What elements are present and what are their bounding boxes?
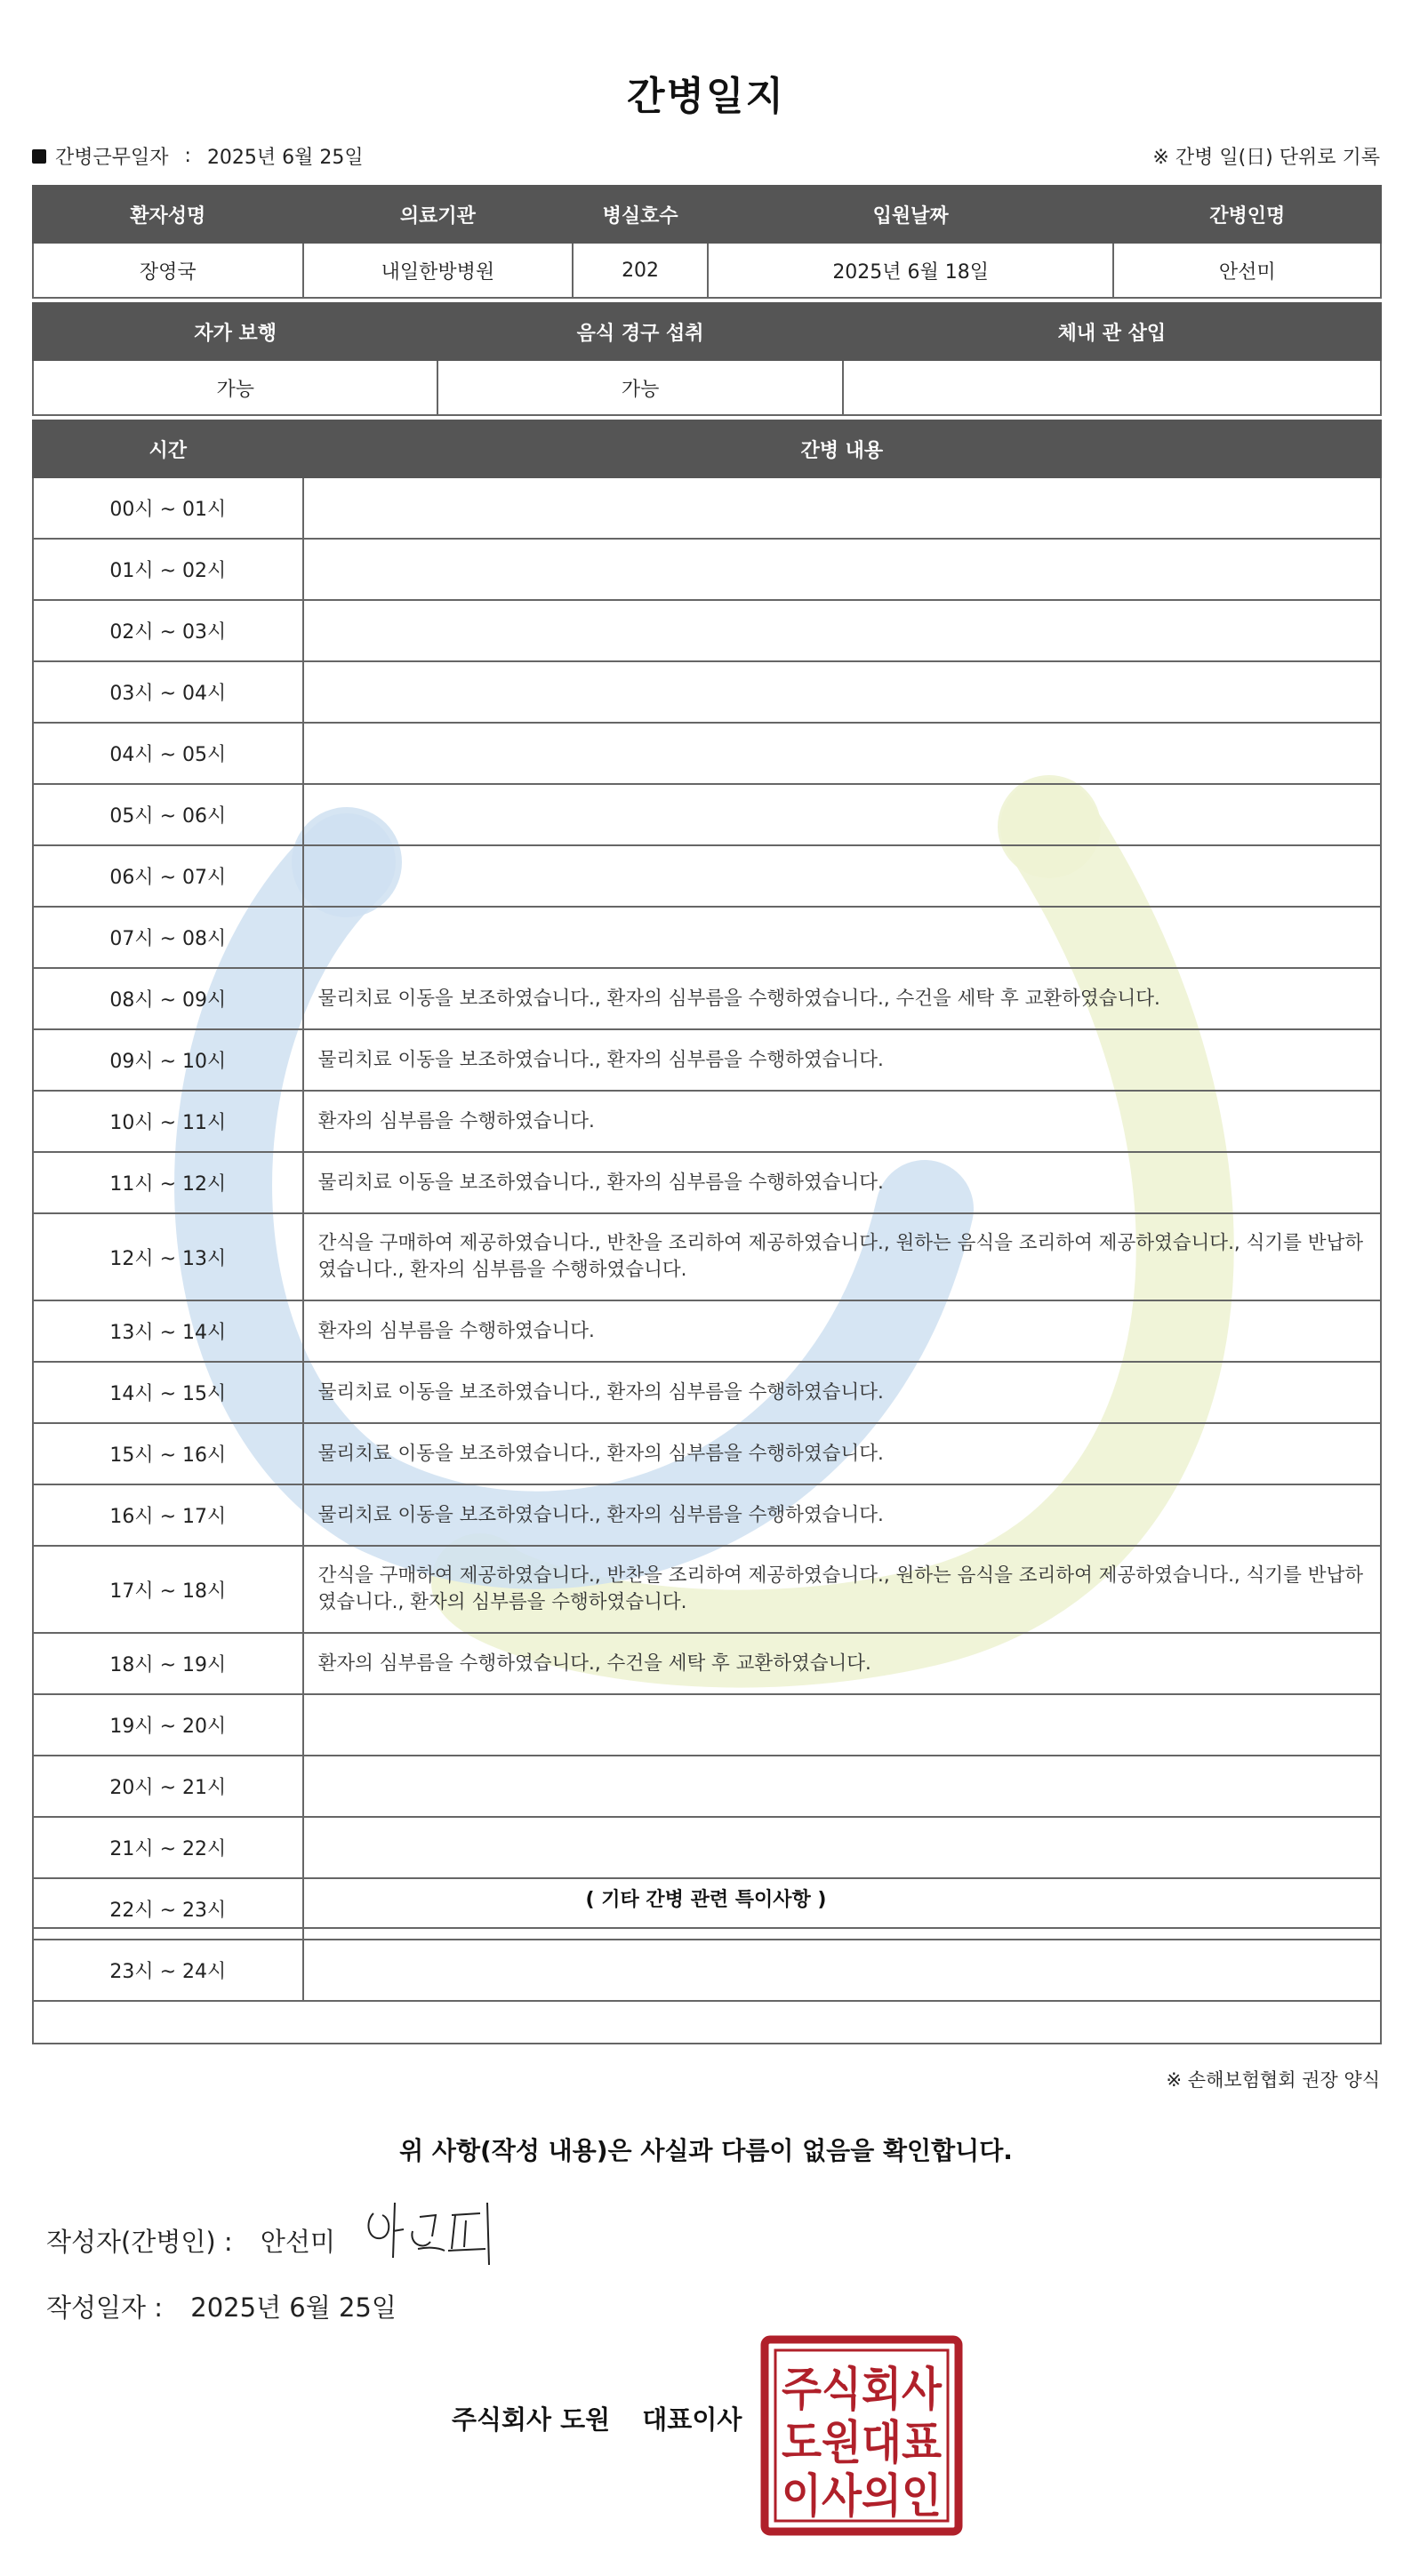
header-room: 병실호수 [573,186,708,243]
header-patient-name: 환자성명 [33,186,303,243]
writer-name: 안선미 [260,2227,335,2257]
log-time: 06시 ~ 07시 [33,845,303,907]
log-time: 13시 ~ 14시 [33,1300,303,1362]
header-hospital: 의료기관 [303,186,574,243]
log-content [303,539,1381,600]
log-row [33,1546,1381,1633]
written-date-value: 2025년 6월 25일 [190,2292,397,2323]
written-date-line [46,2288,397,2324]
header-time: 시간 [33,420,303,477]
log-row [33,1484,1381,1546]
admission-date: 2025년 6월 18일 [708,243,1113,298]
log-time: 14시 ~ 15시 [33,1362,303,1423]
walking-status: 가능 [33,360,437,415]
log-row [33,1152,1381,1213]
log-time: 07시 ~ 08시 [33,907,303,968]
log-content [303,477,1381,539]
log-time: 21시 ~ 22시 [33,1817,303,1878]
log-row [33,1694,1381,1756]
care-log-table [32,420,1382,2002]
log-row [33,1213,1381,1300]
log-row [33,1633,1381,1694]
log-row [33,1029,1381,1091]
log-time: 12시 ~ 13시 [33,1213,303,1300]
log-row [33,539,1381,600]
header-care-content: 간병 내용 [303,420,1381,477]
log-content: 환자의 심부름을 수행하였습니다. [303,1300,1381,1362]
log-time: 11시 ~ 12시 [33,1152,303,1213]
log-content: 물리치료 이동을 보조하였습니다., 환자의 심부름을 수행하였습니다. [303,1423,1381,1484]
log-time: 04시 ~ 05시 [33,723,303,784]
log-row [33,968,1381,1029]
log-content: 간식을 구매하여 제공하였습니다., 반찬을 조리하여 제공하였습니다., 원하는 음식을 조리하여 제공하였습니다., 식기를 반납하였습니다., 환자의 심부름을 수행하였습니다. [303,1213,1381,1300]
log-row [33,845,1381,907]
log-content: 물리치료 이동을 보조하였습니다., 환자의 심부름을 수행하였습니다. [303,1484,1381,1546]
log-row [33,1362,1381,1423]
log-time: 08시 ~ 09시 [33,968,303,1029]
work-date-label: 간병근무일자 [55,147,169,169]
seal-text: 도원대표 [782,2417,942,2470]
log-content [303,845,1381,907]
log-row [33,723,1381,784]
log-time: 16시 ~ 17시 [33,1484,303,1546]
log-content: 간식을 구매하여 제공하였습니다., 반찬을 조리하여 제공하였습니다., 원하는 음식을 조리하여 제공하였습니다., 식기를 반납하였습니다., 환자의 심부름을 수행하였습니다. [303,1546,1381,1633]
log-row [33,1423,1381,1484]
log-time: 18시 ~ 19시 [33,1633,303,1694]
log-content [303,600,1381,661]
log-time: 10시 ~ 11시 [33,1091,303,1152]
log-row [33,1300,1381,1362]
hospital-name: 내일한방병원 [303,243,574,298]
log-row [33,1756,1381,1817]
work-date [32,142,364,170]
tube-status [843,360,1381,415]
handwritten-signature [356,2196,507,2276]
log-time: 20시 ~ 21시 [33,1756,303,1817]
log-row [33,1817,1381,1878]
log-content [303,1817,1381,1878]
log-time: 22시 ~ 23시 [33,1878,303,1940]
ceo-label: 대표이사 [642,2404,742,2435]
company-seal [759,2334,964,2537]
log-time: 09시 ~ 10시 [33,1029,303,1091]
log-content [303,1694,1381,1756]
log-content [303,1756,1381,1817]
writer-label: 작성자(간병인) : [46,2227,233,2257]
seal-text: 주식회사 [782,2364,943,2417]
remarks-label: ( 기타 간병 관련 특이사항 ) [585,1889,827,1911]
log-time: 17시 ~ 18시 [33,1546,303,1633]
log-content [303,661,1381,723]
header-admission-date: 입원날짜 [708,186,1113,243]
log-content: 환자의 심부름을 수행하였습니다., 수건을 세탁 후 교환하였습니다. [303,1633,1381,1694]
company-line [452,2400,742,2436]
log-content: 환자의 심부름을 수행하였습니다. [303,1091,1381,1152]
work-date-separator: : [184,145,191,167]
log-time: 05시 ~ 06시 [33,784,303,845]
written-date-label: 작성일자 : [46,2292,164,2323]
standard-form-note: ※ 손해보험협회 권장 양식 [1166,2069,1380,2091]
log-time: 19시 ~ 20시 [33,1694,303,1756]
log-row [33,784,1381,845]
log-content: 물리치료 이동을 보조하였습니다., 환자의 심부름을 수행하였습니다. [303,1152,1381,1213]
unit-note: ※ 간병 일(日) 단위로 기록 [1152,147,1380,169]
company-name: 주식회사 도원 [452,2404,611,2435]
log-time: 02시 ~ 03시 [33,600,303,661]
header-oral-intake: 음식 경구 섭취 [437,303,842,360]
log-content: 물리치료 이동을 보조하였습니다., 환자의 심부름을 수행하였습니다. [303,1362,1381,1423]
log-content: 물리치료 이동을 보조하였습니다., 환자의 심부름을 수행하였습니다. [303,1029,1381,1091]
remarks-box [32,1927,1382,2044]
log-content [303,784,1381,845]
bullet-square-icon [32,149,46,164]
log-row [33,907,1381,968]
patient-info-table [32,185,1382,299]
log-time: 00시 ~ 01시 [33,477,303,539]
log-time: 01시 ~ 02시 [33,539,303,600]
caregiver-name: 안선미 [1113,243,1381,298]
seal-text: 이사의인 [782,2470,942,2524]
log-time: 23시 ~ 24시 [33,1940,303,2001]
room-number: 202 [573,243,708,298]
log-row [33,477,1381,539]
log-time: 03시 ~ 04시 [33,661,303,723]
page-title: 간병일지 [626,74,785,119]
header-caregiver: 간병인명 [1113,186,1381,243]
oral-intake-status: 가능 [437,360,842,415]
header-walking: 자가 보행 [33,303,437,360]
patient-name: 장영국 [33,243,303,298]
log-content: 물리치료 이동을 보조하였습니다., 환자의 심부름을 수행하였습니다., 수건을 세탁 후 교환하였습니다. [303,968,1381,1029]
log-content [303,723,1381,784]
patient-status-table [32,302,1382,416]
log-row [33,600,1381,661]
work-date-value: 2025년 6월 25일 [206,147,364,169]
writer-line [46,2222,335,2259]
log-row [33,1091,1381,1152]
header-tube: 체내 관 삽입 [843,303,1381,360]
confirmation-statement: 위 사항(작성 내용)은 사실과 다름이 없음을 확인합니다. [399,2136,1013,2165]
log-row [33,661,1381,723]
log-content [303,907,1381,968]
log-time: 15시 ~ 16시 [33,1423,303,1484]
